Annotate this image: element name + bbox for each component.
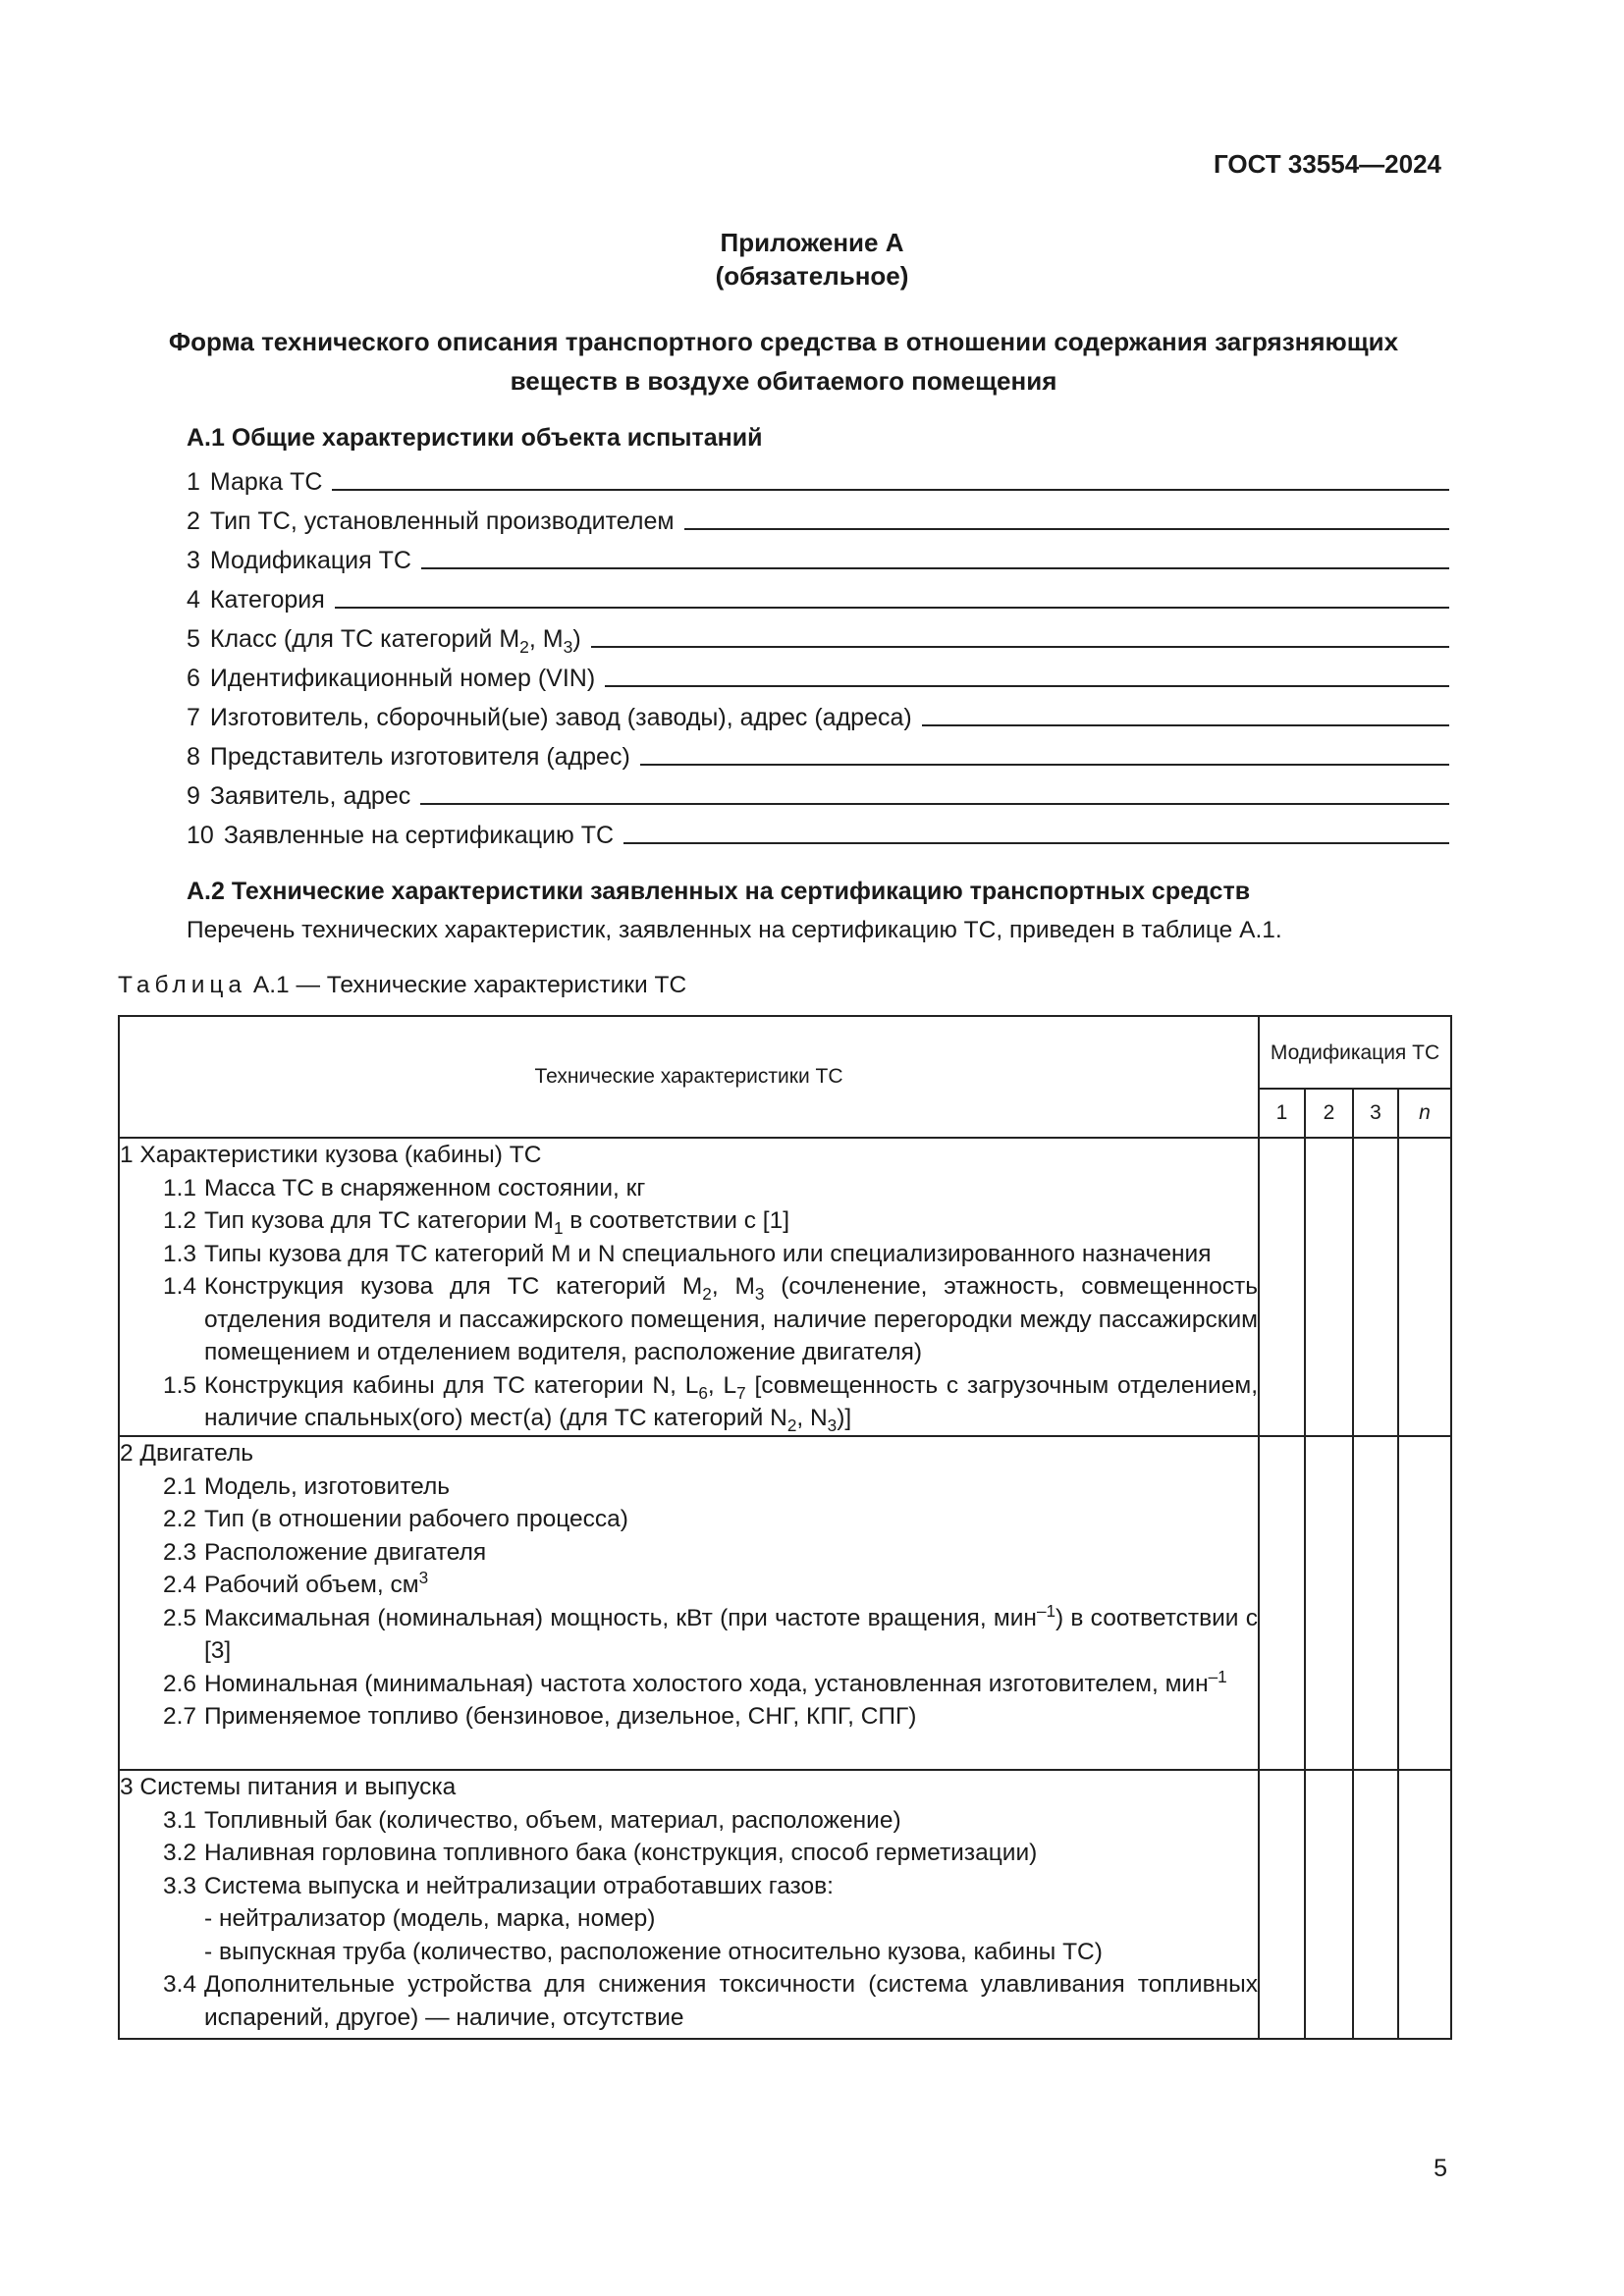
list-item: 2.5 Максимальная (номинальная) мощность, кВт (при частоте вращения, мин$^{-1}$) в соответствии с [3] [162,1600,1258,1664]
list-item: 3.4 Дополнительные устройства для снижения токсичности (система улавливания топливных испарений, другое) — наличие, отсутствие [162,1971,1258,2031]
field-fill-line[interactable] [332,489,1449,491]
field-number: 7 [187,704,200,731]
group-body-fuel-exhaust [119,1770,1259,2039]
field-label: Класс (для ТС категорий $M_2$, $M_3$) [209,625,581,657]
field-declared-vehicles[interactable] [187,811,1449,850]
list-item: 2.4 Рабочий объем, $см^3$ [162,1567,429,1598]
list-item: 2.2 Тип (в отношении рабочего процесса) [162,1506,628,1532]
technical-characteristics-table [118,1015,1452,2040]
field-fill-line[interactable] [922,724,1449,726]
field-label: Заявленные на сертификацию ТС [223,822,615,849]
header-modification: Модификация ТС [1259,1016,1451,1089]
column-header-2: 2 [1305,1089,1353,1138]
value-cell[interactable] [1398,1436,1451,1770]
list-item: 2.7 Применяемое топливо (бензиновое, дизельное, СНГ, КПГ, СПГ) [162,1703,917,1730]
list-item: 1.2 Тип кузова для ТС категории $M_1$ в соответствии с [1] [162,1207,790,1238]
form-title-line-2: веществ в воздухе обитаемого помещения [510,366,1057,396]
field-label: Марка ТС [209,468,323,496]
list-item: 3.2 Наливная горловина топливного бака (конструкция, способ герметизации) [162,1840,1038,1866]
standard-code: ГОСТ 33554—2024 [1214,149,1441,179]
group-body-characteristics [119,1138,1259,1436]
list-item: 2.3 Расположение двигателя [162,1538,487,1566]
field-fill-line[interactable] [420,803,1449,805]
column-header-3: 3 [1353,1089,1398,1138]
list-item: 1.1 Масса ТС в снаряженном состоянии, кг [162,1174,646,1201]
field-number: 10 [187,822,214,849]
field-number: 4 [187,586,200,614]
field-brand[interactable] [187,457,1449,497]
group-title: 2 Двигатель [120,1440,254,1467]
appendix-status: (обязательное) [715,261,909,291]
value-cell[interactable] [1259,1138,1305,1436]
value-cell[interactable] [1259,1436,1305,1770]
field-number: 2 [187,507,200,535]
value-cell[interactable] [1353,1436,1398,1770]
header-characteristics: Технические характеристики ТС [119,1016,1259,1138]
list-item: 1.5 Конструкция кабины для ТС категории N, $L_6$, $L_7$ [совмещенность с загрузочным отделением, наличие спальных(ого) мест(а) (для ТС категорий $N_2$, $N_3$)] [162,1371,1258,1435]
sub-item: - нейтрализатор (модель, марка, номер) [204,1905,656,1932]
field-fill-line[interactable] [684,528,1449,530]
field-label: Представитель изготовителя (адрес) [209,743,630,771]
page-number: 5 [1434,2155,1447,2182]
field-representative[interactable] [187,732,1449,772]
form-title-line-1: Форма технического описания транспортного средства в отношении содержания загрязняющих [168,327,1399,356]
field-number: 8 [187,743,200,771]
table-row [119,1138,1451,1436]
list-item: 1.3 Типы кузова для ТС категорий M и N специального или специализированного назначения [162,1240,1212,1267]
field-fill-line[interactable] [335,607,1449,609]
field-number: 6 [187,665,200,692]
value-cell[interactable] [1305,1138,1353,1436]
table-caption: Таблица А.1 — Технические характеристики ТС [118,972,687,998]
field-label: Идентификационный номер (VIN) [209,665,596,692]
value-cell[interactable] [1398,1138,1451,1436]
field-label: Модификация ТС [209,547,411,574]
section-a2-heading: А.2 Технические характеристики заявленных на сертификацию транспортных средств [187,878,1251,905]
sub-item: - выпускная труба (количество, расположение относительно кузова, кабины ТС) [204,1938,1103,1965]
value-cell[interactable] [1398,1770,1451,2039]
field-label: Тип ТС, установленный производителем [209,507,675,535]
list-item: 2.6 Номинальная (минимальная) частота холостого хода, установленная изготовителем, мин$^{-1}$ [162,1666,1227,1697]
field-fill-line[interactable] [421,567,1449,569]
value-cell[interactable] [1353,1770,1398,2039]
group-body-engine [119,1436,1259,1770]
field-class[interactable] [187,614,1449,657]
field-applicant[interactable] [187,772,1449,811]
field-label: Изготовитель, сборочный(ые) завод (заводы), адрес (адреса) [209,704,912,731]
field-vin[interactable] [187,654,1449,693]
list-item: 3.3 Система выпуска и нейтрализации отработавших газов: [162,1872,834,1899]
field-number: 3 [187,547,200,574]
field-number: 1 [187,468,200,496]
group-title: 1 Характеристики кузова (кабины) ТС [120,1142,542,1168]
column-header-n: n [1398,1089,1451,1138]
section-a2-text: Перечень технических характеристик, заявленных на сертификацию ТС, приведен в таблице А.1. [187,917,1282,943]
list-item: 2.1 Модель, изготовитель [162,1472,451,1500]
value-cell[interactable] [1305,1770,1353,2039]
field-fill-line[interactable] [591,646,1449,648]
field-label: Заявитель, адрес [209,782,411,810]
field-number: 9 [187,782,200,810]
field-number: 5 [187,625,200,653]
table-row [119,1770,1451,2039]
list-item: 1.4 Конструкция кузова для ТС категорий $M_2$, $M_3$ (сочленение, этажность, совмещенность отделения водителя и пассажирского помещения, наличие перегородки между пассажирским помещением и отделением водителя, расположение двигателя) [162,1273,1258,1365]
field-label: Категория [209,586,325,614]
value-cell[interactable] [1305,1436,1353,1770]
field-category[interactable] [187,575,1449,614]
field-fill-line[interactable] [640,764,1449,766]
table-row [119,1436,1451,1770]
form-title [118,322,1449,400]
field-type[interactable] [187,497,1449,536]
list-item: 3.1 Топливный бак (количество, объем, материал, расположение) [162,1806,901,1834]
value-cell[interactable] [1259,1770,1305,2039]
appendix-title: Приложение А [720,228,904,257]
column-header-1: 1 [1259,1089,1305,1138]
group-title: 3 Системы питания и выпуска [120,1774,457,1800]
field-fill-line[interactable] [605,685,1449,687]
value-cell[interactable] [1353,1138,1398,1436]
field-fill-line[interactable] [623,842,1449,844]
field-modification[interactable] [187,536,1449,575]
field-manufacturer[interactable] [187,693,1449,732]
section-a1-heading: А.1 Общие характеристики объекта испытаний [187,424,763,452]
